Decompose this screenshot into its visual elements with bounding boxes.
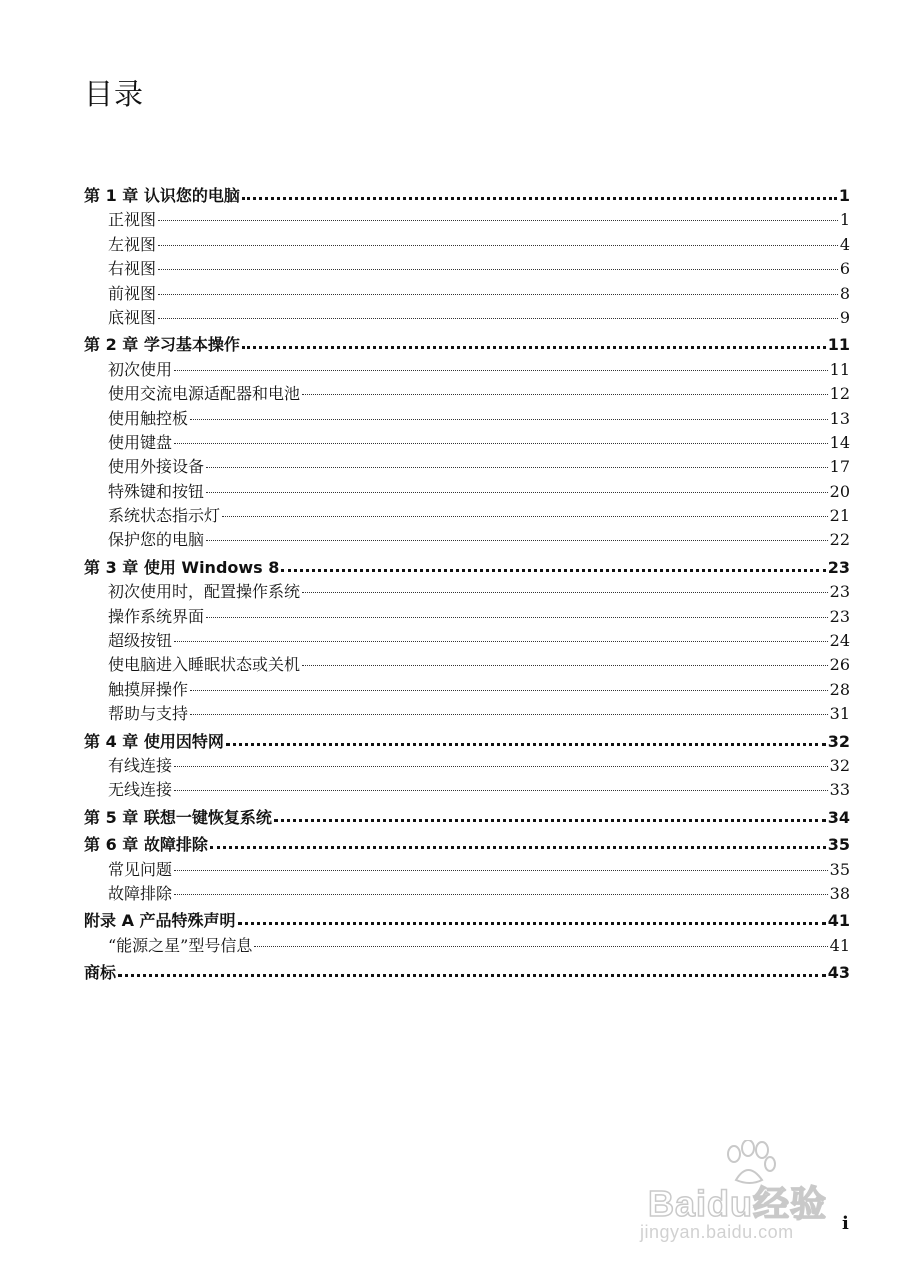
toc-section-entry[interactable] xyxy=(84,407,850,431)
toc-chapter-entry[interactable] xyxy=(84,961,850,985)
toc-entry-label: 帮助与支持 xyxy=(108,704,189,724)
toc-chapter xyxy=(84,556,850,727)
toc-chapter xyxy=(84,806,850,830)
toc-entry-page: 8 xyxy=(839,283,850,303)
dot-leader xyxy=(206,529,828,545)
toc-section-entry[interactable] xyxy=(84,858,850,882)
watermark xyxy=(640,1140,850,1250)
toc-entry-label: 无线连接 xyxy=(108,780,173,800)
dot-leader xyxy=(222,505,828,521)
toc-entry-page: 14 xyxy=(829,432,850,452)
toc-section-entry[interactable] xyxy=(84,282,850,306)
toc-entry-page: 38 xyxy=(829,883,850,903)
toc-chapter xyxy=(84,909,850,958)
toc-entry-page: 26 xyxy=(829,655,850,675)
dot-leader xyxy=(174,883,828,899)
toc-entry-label: 有线连接 xyxy=(108,755,173,775)
toc-entry-page: 17 xyxy=(829,457,850,477)
toc-entry-label: 第 3 章 使用 Windows 8 xyxy=(84,557,280,577)
toc-chapter xyxy=(84,730,850,803)
toc-section-entry[interactable] xyxy=(84,778,850,802)
toc-entry-label: 保护您的电脑 xyxy=(108,530,205,550)
toc-entry-label: 第 4 章 使用因特网 xyxy=(84,731,224,751)
toc-section-entry[interactable] xyxy=(84,208,850,232)
dot-leader xyxy=(174,359,828,375)
dot-leader xyxy=(158,258,838,274)
toc-entry-label: 前视图 xyxy=(108,283,157,303)
toc-chapter xyxy=(84,333,850,553)
toc-section-entry[interactable] xyxy=(84,678,850,702)
toc-entry-page: 9 xyxy=(839,307,850,327)
toc-entry-page: 24 xyxy=(829,631,850,651)
toc-entry-label: 第 5 章 联想一键恢复系统 xyxy=(84,807,272,827)
toc-chapter-entry[interactable] xyxy=(84,556,850,580)
toc-entry-label: 初次使用时，配置操作系统 xyxy=(108,582,301,602)
toc-entry-label: 使电脑进入睡眠状态或关机 xyxy=(108,655,301,675)
dot-leader xyxy=(190,679,828,695)
toc-section-entry[interactable] xyxy=(84,504,850,528)
toc-section-entry[interactable] xyxy=(84,702,850,726)
toc-entry-page: 35 xyxy=(829,859,850,879)
dot-leader xyxy=(254,935,827,951)
toc-entry-page: 23 xyxy=(829,606,850,626)
toc-entry-label: “能源之星”型号信息 xyxy=(108,935,253,955)
page-number: i xyxy=(842,1213,849,1234)
toc-entry-page: 41 xyxy=(827,911,850,931)
table-of-contents xyxy=(84,184,850,986)
dot-leader xyxy=(190,408,828,424)
toc-section-entry[interactable] xyxy=(84,306,850,330)
toc-entry-label: 商标 xyxy=(84,963,117,983)
toc-section-entry[interactable] xyxy=(84,882,850,906)
dot-leader xyxy=(190,703,828,719)
toc-entry-page: 1 xyxy=(839,210,850,230)
toc-entry-page: 11 xyxy=(827,335,850,355)
dot-leader xyxy=(206,456,828,472)
dot-leader xyxy=(174,779,828,795)
toc-chapter-entry[interactable] xyxy=(84,730,850,754)
watermark-url: jingyan.baidu.com xyxy=(640,1222,794,1242)
toc-section-entry[interactable] xyxy=(84,233,850,257)
dot-leader xyxy=(302,654,828,670)
toc-section-entry[interactable] xyxy=(84,653,850,677)
dot-leader xyxy=(158,307,838,323)
toc-entry-page: 28 xyxy=(829,679,850,699)
toc-entry-label: 使用触控板 xyxy=(108,408,189,428)
toc-section-entry[interactable] xyxy=(84,480,850,504)
dot-leader xyxy=(242,334,826,350)
toc-entry-label: 第 2 章 学习基本操作 xyxy=(84,335,240,355)
toc-chapter-entry[interactable] xyxy=(84,333,850,357)
toc-entry-label: 正视图 xyxy=(108,210,157,230)
watermark-brand: Baidu经验 xyxy=(648,1183,828,1224)
dot-leader xyxy=(174,755,828,771)
dot-leader xyxy=(274,807,826,823)
toc-entry-label: 第 1 章 认识您的电脑 xyxy=(84,186,240,205)
toc-chapter xyxy=(84,961,850,985)
toc-section-entry[interactable] xyxy=(84,455,850,479)
dot-leader xyxy=(158,234,838,250)
toc-section-entry[interactable] xyxy=(84,605,850,629)
toc-entry-page: 43 xyxy=(827,963,850,983)
toc-entry-label: 系统状态指示灯 xyxy=(108,506,221,526)
dot-leader xyxy=(238,910,826,926)
toc-entry-label: 触摸屏操作 xyxy=(108,679,189,699)
dot-leader xyxy=(226,731,826,747)
toc-entry-label: 第 6 章 故障排除 xyxy=(84,835,208,855)
toc-entry-label: 操作系统界面 xyxy=(108,606,205,626)
toc-entry-page: 23 xyxy=(827,557,850,577)
toc-entry-label: 使用交流电源适配器和电池 xyxy=(108,384,301,404)
toc-section-entry[interactable] xyxy=(84,629,850,653)
toc-entry-label: 常见问题 xyxy=(108,859,173,879)
toc-entry-page: 12 xyxy=(829,384,850,404)
toc-entry-page: 6 xyxy=(839,259,850,279)
toc-entry-page: 32 xyxy=(829,755,850,775)
dot-leader xyxy=(302,581,828,597)
page-title: 目录 xyxy=(84,77,145,111)
toc-chapter xyxy=(84,833,850,906)
dot-leader xyxy=(206,481,828,497)
toc-entry-page: 41 xyxy=(829,935,850,955)
toc-entry-label: 附录 A 产品特殊声明 xyxy=(84,911,236,931)
toc-section-entry[interactable] xyxy=(84,754,850,778)
toc-entry-page: 13 xyxy=(829,408,850,428)
toc-section-entry[interactable] xyxy=(84,358,850,382)
dot-leader xyxy=(158,209,838,225)
toc-chapter-entry[interactable] xyxy=(84,833,850,857)
toc-section-entry[interactable] xyxy=(84,257,850,281)
toc-entry-page: 1 xyxy=(838,186,850,205)
dot-leader xyxy=(174,630,828,646)
toc-entry-label: 特殊键和按钮 xyxy=(108,481,205,501)
toc-entry-label: 使用外接设备 xyxy=(108,457,205,477)
toc-section-entry[interactable] xyxy=(84,528,850,552)
toc-section-entry[interactable] xyxy=(84,580,850,604)
dot-leader xyxy=(174,432,828,448)
toc-entry-label: 超级按钮 xyxy=(108,631,173,651)
toc-entry-page: 21 xyxy=(829,506,850,526)
dot-leader xyxy=(174,859,828,875)
dot-leader xyxy=(206,606,828,622)
toc-entry-page: 33 xyxy=(829,780,850,800)
toc-entry-page: 35 xyxy=(827,835,850,855)
toc-section-entry[interactable] xyxy=(84,934,850,958)
toc-entry-page: 22 xyxy=(829,530,850,550)
dot-leader xyxy=(118,962,826,978)
toc-chapter-entry[interactable] xyxy=(84,806,850,830)
toc-entry-page: 23 xyxy=(829,582,850,602)
toc-entry-label: 右视图 xyxy=(108,259,157,279)
toc-section-entry[interactable] xyxy=(84,382,850,406)
toc-chapter xyxy=(84,184,850,330)
toc-section-entry[interactable] xyxy=(84,431,850,455)
toc-entry-page: 20 xyxy=(829,481,850,501)
dot-leader xyxy=(158,283,838,299)
dot-leader xyxy=(281,557,825,573)
toc-entry-page: 4 xyxy=(839,234,850,254)
toc-entry-label: 故障排除 xyxy=(108,883,173,903)
toc-entry-label: 使用键盘 xyxy=(108,432,173,452)
dot-leader xyxy=(242,185,837,201)
toc-entry-page: 32 xyxy=(827,731,850,751)
dot-leader xyxy=(302,383,828,399)
toc-entry-label: 左视图 xyxy=(108,234,157,254)
toc-entry-label: 底视图 xyxy=(108,307,157,327)
dot-leader xyxy=(210,834,826,850)
toc-entry-label: 初次使用 xyxy=(108,359,173,379)
toc-chapter-entry[interactable] xyxy=(84,909,850,933)
toc-entry-page: 34 xyxy=(827,807,850,827)
toc-entry-page: 11 xyxy=(829,359,850,379)
toc-chapter-entry[interactable] xyxy=(84,184,850,208)
toc-entry-page: 31 xyxy=(829,704,850,724)
